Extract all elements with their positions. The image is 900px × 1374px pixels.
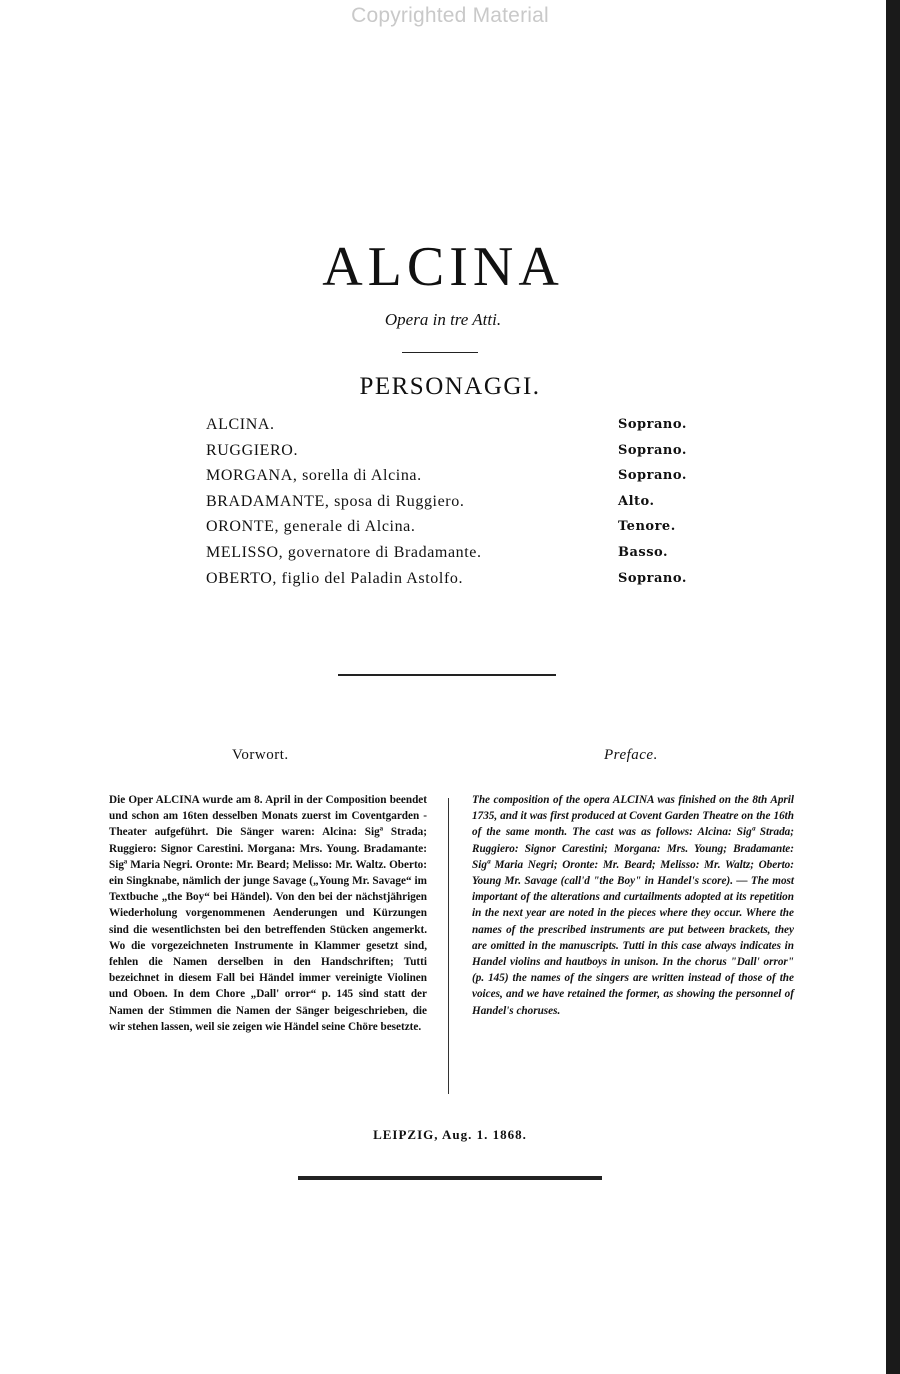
cast-row xyxy=(206,489,706,515)
cast-row xyxy=(206,438,706,464)
role-name: MORGANA, sorella di Alcina. xyxy=(206,467,422,485)
voice-type: Alto. xyxy=(618,493,655,509)
column-divider xyxy=(448,798,449,1094)
voice-type: Soprano. xyxy=(618,570,687,586)
copyright-watermark: Copyrighted Material xyxy=(351,4,549,27)
preface-text: The composition of the opera ALCINA was finished on the 8th April 1735, and it was first produced at Covent Garden Theatre on the 16th of the same month. The cast was as follows: Alcina: Sigª Strada; Ruggiero: Signor Carestini; Morgana: Mrs. Young; Bradamante: Sigª Maria Negri; Oronte: Mr. Beard; Melisso: Mr. Waltz; Oberto: Young Mr. Savage (call'd "the Boy" in Handel's score). — The most important of the alterations and curtailments adopted at its repetition in the next year are noted in the pieces where they occur. Where the names of the prescribed instruments are put between brackets, they are omitted in the manuscripts. Tutti in this case always indicates in Handel violins and hautboys in unison. In the chorus "Dall' orror" (p. 145) the names of the singers are written instead of those of the voices, and we have retained the former, as showing the personnel of Handel's choruses. xyxy=(472,794,794,1017)
opera-subtitle: Opera in tre Atti. xyxy=(384,310,502,329)
voice-type: Soprano. xyxy=(618,468,687,484)
cast-row xyxy=(206,412,706,438)
vorwort-text: Die Oper ALCINA wurde am 8. April in der Composition beendet und schon am 16ten desselben Monats zuerst im Coventgarden - Theater aufgeführt. Die Sänger waren: Alcina: Sigª Strada; Ruggiero: Signor Carestini. Morgana: Mrs. Young. Bradamante: Sigª Maria Negri. Oronte: Mr. Beard; Melisso: Mr. Waltz. Oberto: ein Singknabe, nämlich der junge Savage („Young Mr. Savage“ im Textbuche „the Boy“ bei Händel). Von den bei der nächstjährigen Wiederholung vorgenommenen Aenderungen und Kürzungen sind die wesentlichsten bei den betreffenden Stücken angemerkt. Wo die vorgezeichneten Instrumente in Klammer gesetzt sind, fehlen die Namen derselben in den Handschriften; Tutti bezeichnet in diesem Fall bei Händel immer vereinigte Violinen und Oboen. In dem Chore „Dall' orror“ p. 145 sind statt der Namen der Stimmen die Namen der Sänger beigeschrieben, die wir stehen lassen, weil sie zeigen wie Händel seine Chöre besetzte. xyxy=(109,794,427,1033)
role-name: OBERTO, figlio del Paladin Astolfo. xyxy=(206,569,464,587)
voice-type: Basso. xyxy=(618,544,669,560)
title-divider xyxy=(402,352,478,353)
dateline: LEIPZIG, Aug. 1. 1868. xyxy=(373,1127,527,1142)
cast-heading: PERSONAGGI. xyxy=(359,373,541,400)
role-name: ORONTE, generale di Alcina. xyxy=(206,518,416,536)
bottom-rule xyxy=(298,1176,602,1180)
role-name: RUGGIERO. xyxy=(206,441,299,459)
cast-row xyxy=(206,463,706,489)
preface-heading: Preface. xyxy=(604,747,658,763)
vorwort-heading: Vorwort. xyxy=(232,747,289,763)
cast-list xyxy=(206,412,706,591)
cast-row xyxy=(206,566,706,592)
voice-type: Soprano. xyxy=(618,417,687,432)
voice-type: Soprano. xyxy=(618,442,687,458)
voice-type: Tenore. xyxy=(618,519,676,535)
role-name: BRADAMANTE, sposa di Ruggiero. xyxy=(206,492,465,510)
section-divider xyxy=(338,674,556,676)
role-name: MELISSO, governatore di Bradamante. xyxy=(206,543,482,561)
opera-title: ALCINA xyxy=(322,236,564,298)
cast-row xyxy=(206,540,706,566)
role-name: ALCINA. xyxy=(206,416,275,433)
cast-row xyxy=(206,514,706,540)
